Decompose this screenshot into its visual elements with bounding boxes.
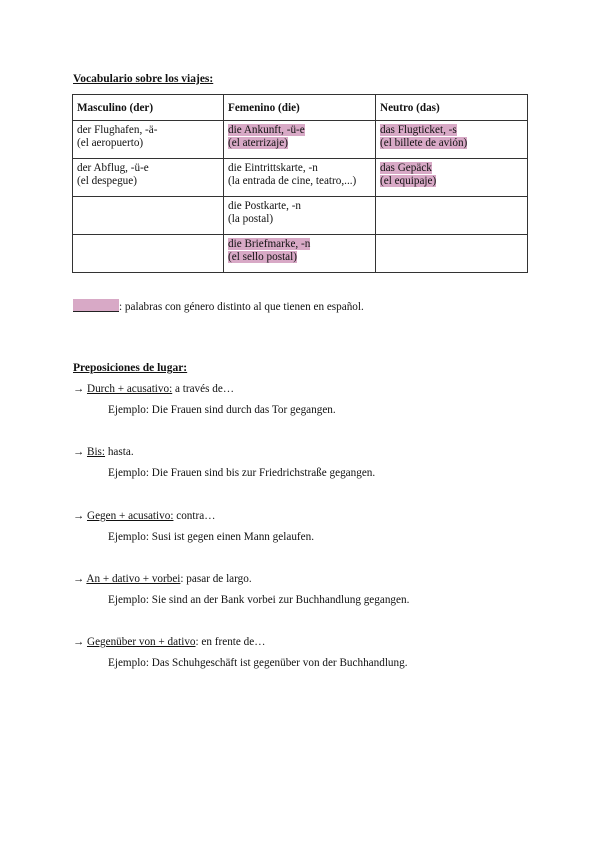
preposition-term: Bis: (86, 446, 106, 458)
preposition-item (73, 636, 265, 648)
table-cell (376, 235, 528, 273)
legend-text: : palabras con género distinto al que tienen en español. (119, 301, 364, 313)
table-cell (376, 121, 528, 159)
arrow-icon: → (73, 573, 85, 585)
table-cell (73, 235, 224, 273)
table-cell (224, 197, 376, 235)
preposition-term: An + dativo + vorbei (86, 573, 181, 585)
preposition-term: Durch + acusativo: (86, 383, 173, 395)
arrow-icon: → (73, 510, 85, 522)
table-cell (73, 197, 224, 235)
preposition-term: Gegen + acusativo: (86, 510, 174, 522)
spanish-translation: (el billete de avión) (380, 137, 468, 149)
vocab-heading: Vocabulario sobre los viajes: (73, 73, 214, 85)
preposition-example: Ejemplo: Sie sind an der Bank vorbei zur Buchhandlung gegangen. (108, 594, 410, 606)
german-word: der Flughafen, -ä- (77, 124, 158, 136)
table-row (73, 197, 528, 235)
table-cell (73, 159, 224, 197)
column-header-neuter: Neutro (das) (376, 95, 528, 121)
column-header-feminine: Femenino (die) (224, 95, 376, 121)
german-word: das Flugticket, -s (380, 124, 457, 136)
spanish-translation: (el equipaje) (380, 175, 437, 187)
legend-highlight-swatch (73, 299, 119, 312)
arrow-icon: → (73, 446, 85, 458)
table-row (73, 121, 528, 159)
table-row (73, 235, 528, 273)
table-cell (224, 235, 376, 273)
spanish-translation: (el aterrizaje) (228, 137, 288, 149)
preposition-example: Ejemplo: Susi ist gegen einen Mann gelaufen. (108, 531, 314, 543)
column-header-masculine: Masculino (der) (73, 95, 224, 121)
german-word: die Postkarte, -n (228, 200, 302, 212)
table-cell (376, 159, 528, 197)
spanish-translation: (la entrada de cine, teatro,...) (228, 175, 357, 187)
arrow-icon: → (73, 636, 85, 648)
preposition-example: Ejemplo: Die Frauen sind durch das Tor gegangen. (108, 404, 336, 416)
spanish-translation: (el despegue) (77, 175, 137, 187)
spanish-translation: (el sello postal) (228, 251, 297, 263)
vocab-table (72, 94, 528, 273)
legend (73, 299, 364, 313)
preposition-meaning: : en frente de… (195, 636, 266, 648)
german-word: die Eintrittskarte, -n (228, 162, 318, 174)
preposition-meaning: contra… (173, 510, 216, 522)
preposition-item (73, 510, 215, 522)
table-row (73, 159, 528, 197)
arrow-icon: → (73, 383, 85, 395)
table-cell (73, 121, 224, 159)
german-word: die Ankunft, -ü-e (228, 124, 305, 136)
preposition-example: Ejemplo: Die Frauen sind bis zur Friedrichstraße gegangen. (108, 467, 376, 479)
preposition-item (73, 573, 252, 585)
preposition-meaning: hasta. (105, 446, 134, 458)
table-cell (376, 197, 528, 235)
german-word: der Abflug, -ü-e (77, 162, 149, 174)
preposition-meaning: a través de… (172, 383, 235, 395)
spanish-translation: (la postal) (228, 213, 274, 225)
german-word: das Gepäck (380, 162, 432, 174)
preposition-term: Gegenüber von + dativo (86, 636, 196, 648)
preposition-meaning: : pasar de largo. (180, 573, 252, 585)
german-word: die Briefmarke, -n (228, 238, 311, 250)
preposition-item (73, 446, 134, 458)
preposition-example: Ejemplo: Das Schuhgeschäft ist gegenüber von der Buchhandlung. (108, 657, 408, 669)
preposition-item (73, 383, 234, 395)
spanish-translation: (el aeropuerto) (77, 137, 144, 149)
table-cell (224, 121, 376, 159)
prepositions-heading: Preposiciones de lugar: (73, 362, 188, 374)
table-header-row (73, 95, 528, 121)
table-cell (224, 159, 376, 197)
